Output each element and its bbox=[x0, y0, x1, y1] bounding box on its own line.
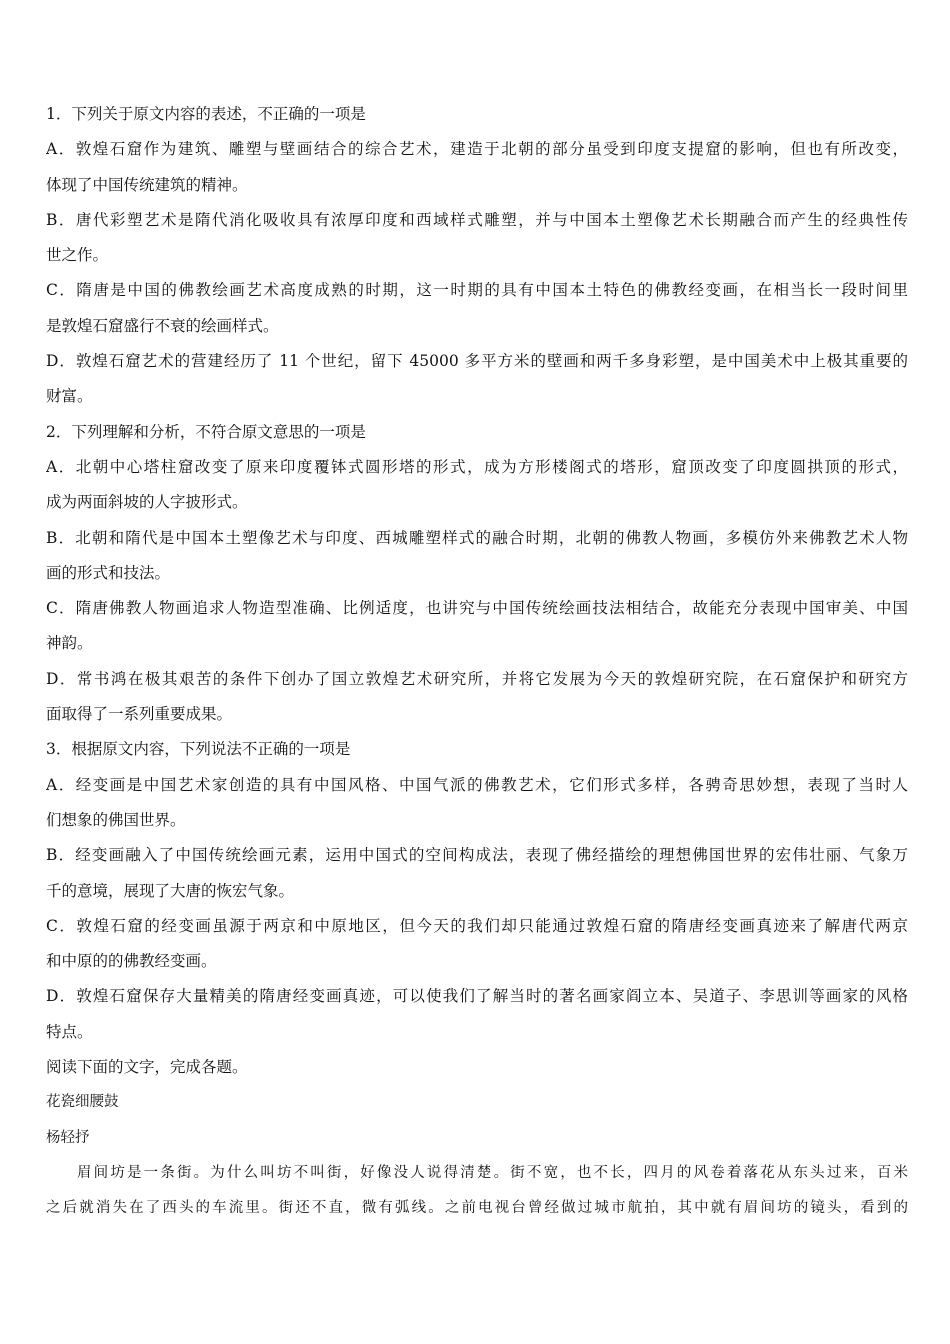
text-line: 3．根据原文内容，下列说法不正确的一项是 bbox=[46, 740, 351, 759]
text-line: 神韵。 bbox=[46, 634, 93, 653]
text-line: B．唐代彩塑艺术是隋代消化吸收具有浓厚印度和西域样式雕塑，并与中国本土塑像艺术长期融合而产生的经典性传 bbox=[46, 210, 908, 229]
text-line: A．北朝中心塔柱窟改变了原来印度覆钵式圆形塔的形式，成为方形楼阁式的塔形，窟顶改变了印度圆拱顶的形式， bbox=[46, 457, 908, 476]
story-title: 花瓷细腰鼓 bbox=[46, 1094, 119, 1111]
text-line: B．北朝和隋代是中国本土塑像艺术与印度、西城雕塑样式的融合时期，北朝的佛教人物画，多模仿外来佛教艺术人物 bbox=[46, 528, 908, 547]
text-line: D．常书鸿在极其艰苦的条件下创办了国立敦煌艺术研究所，并将它发展为今天的敦煌研究院，在石窟保护和研究方 bbox=[46, 669, 908, 688]
text-line: 们想象的佛国世界。 bbox=[46, 810, 186, 829]
text-line: 特点。 bbox=[46, 1022, 93, 1041]
text-line: 成为两面斜坡的人字披形式。 bbox=[46, 493, 248, 512]
text-line: D．敦煌石窟保存大量精美的隋唐经变画真迹，可以使我们了解当时的著名画家阎立本、吴道子、李思训等画家的风格 bbox=[46, 987, 908, 1006]
text-line: A．经变画是中国艺术家创造的具有中国风格、中国气派的佛教艺术，它们形式多样，各骋奇思妙想，表现了当时人 bbox=[46, 775, 908, 794]
text-line: 眉间坊是一条街。为什么叫坊不叫街，好像没人说得清楚。街不宽，也不长，四月的风卷着落花从东头过来，百米 bbox=[77, 1164, 908, 1181]
text-line: 和中原的的佛教经变画。 bbox=[46, 952, 217, 971]
text-line: C．隋唐佛教人物画追求人物造型准确、比例适度，也讲究与中国传统绘画技法相结合，故能充分表现中国审美、中国 bbox=[46, 599, 908, 618]
text-line: B．经变画融入了中国传统绘画元素，运用中国式的空间构成法，表现了佛经描绘的理想佛国世界的宏伟壮丽、气象万 bbox=[46, 846, 908, 865]
text-line: 世之作。 bbox=[46, 246, 109, 265]
text-line: A．敦煌石窟作为建筑、雕塑与壁画结合的综合艺术，建造于北朝的部分虽受到印度支提窟的影响，但也有所改变， bbox=[46, 140, 908, 159]
text-line: 之后就消失在了西头的车流里。街还不直，微有弧线。之前电视台曾经做过城市航拍，其中就有眉间坊的镜头，看到的 bbox=[46, 1200, 908, 1217]
text-line: 阅读下面的文字，完成各题。 bbox=[46, 1058, 248, 1077]
text-line: 2．下列理解和分析，不符合原文意思的一项是 bbox=[46, 422, 366, 441]
text-line: 画的形式和技法。 bbox=[46, 563, 171, 582]
text-line: 1．下列关于原文内容的表述，不正确的一项是 bbox=[46, 105, 366, 123]
story-body bbox=[46, 1156, 908, 1227]
text-line: C．敦煌石窟的经变画虽源于两京和中原地区，但今天的我们却只能通过敦煌石窟的隋唐经变画真迹来了解唐代两京 bbox=[46, 916, 908, 935]
text-line: C．隋唐是中国的佛教绘画艺术高度成熟的时期，这一时期的具有中国本土特色的佛教经变画，在相当长一段时间里 bbox=[46, 281, 908, 300]
text-line: 财富。 bbox=[46, 387, 93, 406]
text-line: 是敦煌石窟盛行不衰的绘画样式。 bbox=[46, 316, 279, 335]
text-line: 体现了中国传统建筑的精神。 bbox=[46, 175, 248, 194]
text-line: 千的意境，展现了大唐的恢宏气象。 bbox=[46, 881, 295, 900]
text-line: D．敦煌石窟艺术的营建经历了 11 个世纪，留下 45000 多平方米的壁画和两千多身彩塑，是中国美术中上极其重要的 bbox=[46, 352, 908, 371]
story-author: 杨轻抒 bbox=[46, 1129, 90, 1146]
document-page bbox=[46, 97, 908, 1227]
text-line: 面取得了一系列重要成果。 bbox=[46, 705, 233, 724]
question-section bbox=[46, 97, 908, 1085]
